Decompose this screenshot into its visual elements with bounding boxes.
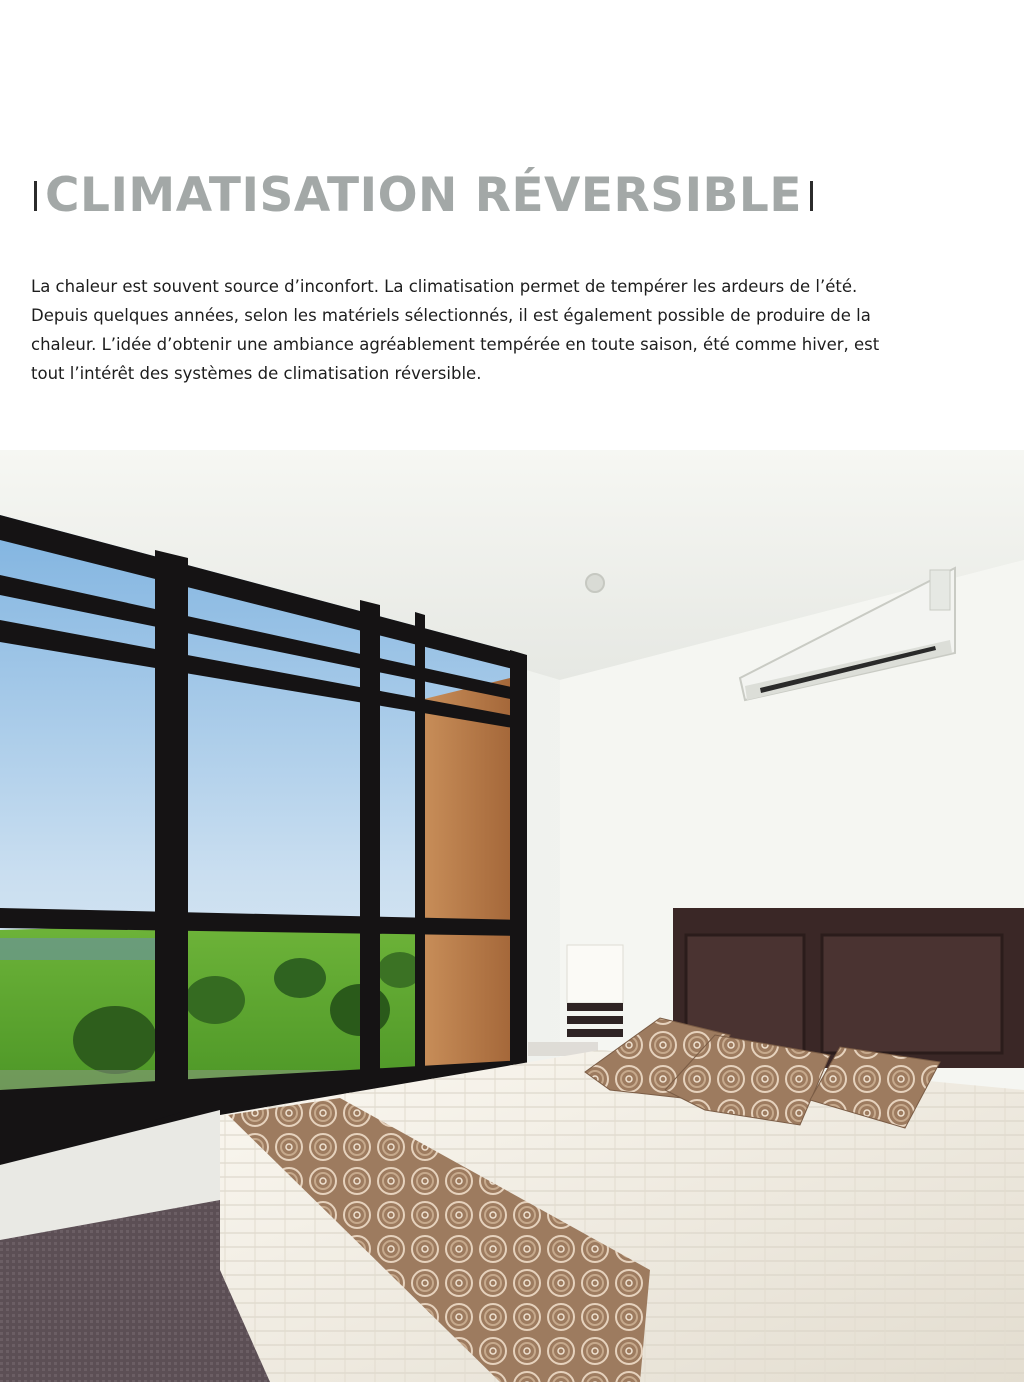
intro-line: La chaleur est souvent source d’inconfort. La climatisation permet de tempérer les ardeurs de l’été. [31,277,858,296]
tree [185,976,245,1024]
intro-line: Depuis quelques années, selon les matériels sélectionnés, il est également possible de produire de la [31,306,871,325]
title-right-bar [810,181,813,211]
ceiling-light-icon [586,574,604,592]
window-niche [420,678,510,1100]
tree [73,1006,157,1074]
bedroom-photo [0,450,1024,1382]
title-left-bar [34,181,37,211]
page-header [34,168,813,224]
tree [274,958,326,998]
intro-line: chaleur. L’idée d’obtenir une ambiance agréablement tempérée en toute saison, été comme hiver, est [31,335,880,354]
intro-paragraph [31,272,946,388]
intro-line: tout l’intérêt des systèmes de climatisation réversible. [31,364,482,383]
distant-water [0,938,160,960]
bedroom-illustration [0,450,1024,1382]
lamp-icon [567,945,623,1037]
page-title: CLIMATISATION RÉVERSIBLE [45,168,802,223]
